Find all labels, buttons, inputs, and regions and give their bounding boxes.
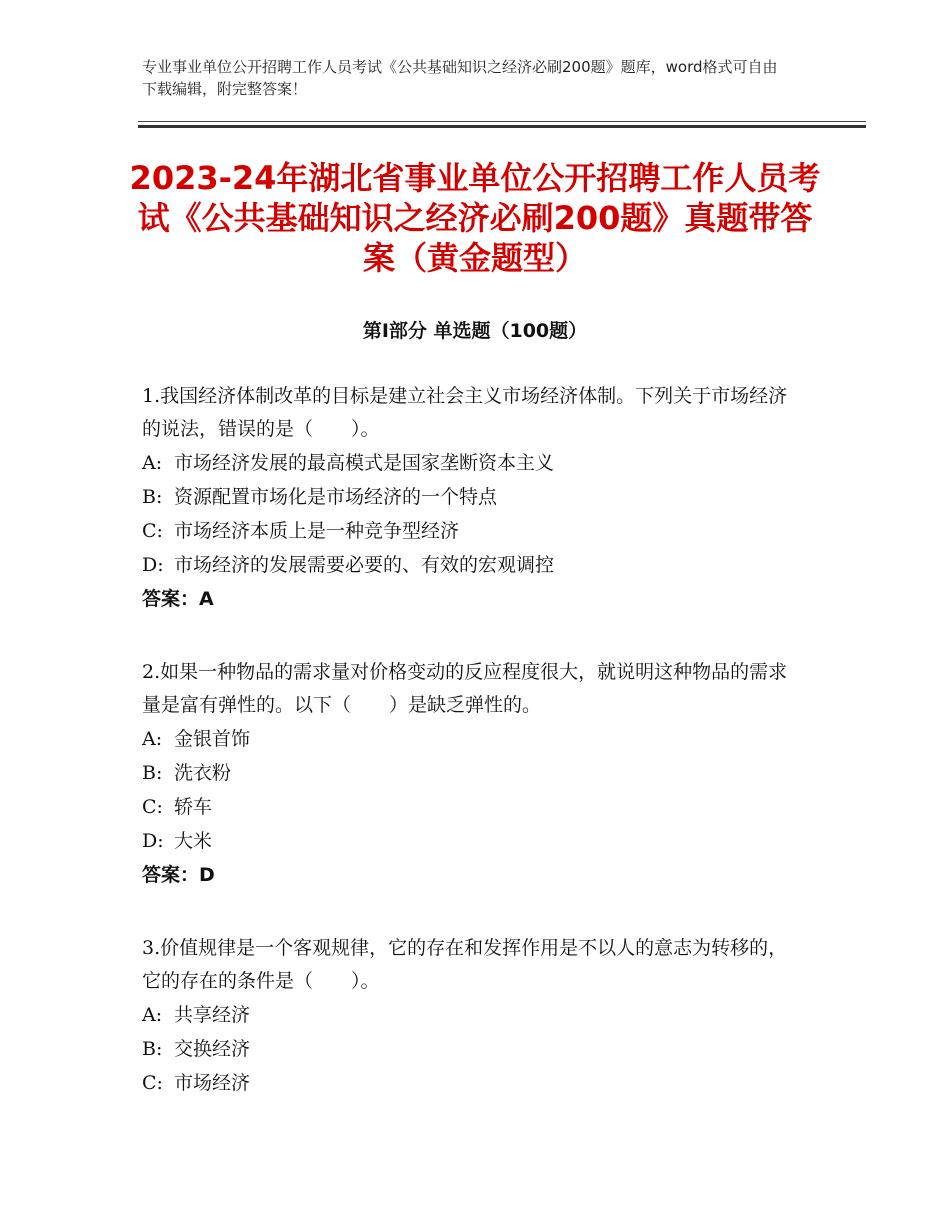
- option-letter: D:: [142, 554, 164, 576]
- option-a: [142, 446, 802, 480]
- question-list: [142, 380, 802, 1140]
- answer-line: 答案：A: [142, 588, 214, 610]
- document-title: 2023-24年湖北省事业单位公开招聘工作人员考试《公共基础知识之经济必刷200题》真题带答案（黄金题型）: [129, 159, 821, 277]
- option-text: 轿车: [174, 796, 213, 818]
- header-rule-thin: [138, 121, 866, 122]
- option-a: [142, 722, 802, 756]
- option-d: [142, 548, 802, 582]
- option-text: 市场经济本质上是一种竞争型经济: [174, 520, 460, 542]
- option-text: 共享经济: [174, 1004, 251, 1026]
- option-text: 市场经济的发展需要必要的、有效的宏观调控: [174, 554, 555, 576]
- option-text: 洗衣粉: [174, 762, 232, 784]
- question-3: [142, 932, 802, 1100]
- option-c: [142, 790, 802, 824]
- question-2: [142, 656, 802, 892]
- option-letter: C:: [142, 1072, 163, 1094]
- option-letter: A:: [142, 452, 163, 474]
- option-letter: A:: [142, 1004, 163, 1026]
- option-b: [142, 756, 802, 790]
- option-letter: B:: [142, 1038, 163, 1060]
- option-c: [142, 1066, 802, 1100]
- answer-line: 答案：D: [142, 864, 215, 886]
- section-title: 第Ⅰ部分 单选题（100题）: [362, 320, 588, 342]
- option-text: 资源配置市场化是市场经济的一个特点: [174, 486, 498, 508]
- question-stem: 3.价值规律是一个客观规律，它的存在和发挥作用是不以人的意志为转移的，它的存在的条件是（ ）。: [142, 937, 788, 992]
- question-stem: 2.如果一种物品的需求量对价格变动的反应程度很大，就说明这种物品的需求量是富有弹性的。以下（ ）是缺乏弹性的。: [142, 661, 788, 716]
- question-1: [142, 380, 802, 616]
- option-letter: B:: [142, 486, 163, 508]
- header-rule-thick: [138, 125, 866, 128]
- option-letter: A:: [142, 728, 163, 750]
- option-b: [142, 480, 802, 514]
- option-letter: C:: [142, 796, 163, 818]
- question-stem: 1.我国经济体制改革的目标是建立社会主义市场经济体制。下列关于市场经济的说法，错误的是（ ）。: [142, 385, 788, 440]
- option-letter: B:: [142, 762, 163, 784]
- option-text: 交换经济: [174, 1038, 251, 1060]
- option-letter: D:: [142, 830, 164, 852]
- option-letter: C:: [142, 520, 163, 542]
- header-note: 专业事业单位公开招聘工作人员考试《公共基础知识之经济必刷200题》题库，word格式可自由下载编辑，附完整答案！: [142, 58, 778, 98]
- option-text: 市场经济: [174, 1072, 251, 1094]
- option-text: 金银首饰: [174, 728, 251, 750]
- option-d: [142, 824, 802, 858]
- option-text: 市场经济发展的最高模式是国家垄断资本主义: [174, 452, 555, 474]
- option-a: [142, 998, 802, 1032]
- option-b: [142, 1032, 802, 1066]
- option-text: 大米: [174, 830, 213, 852]
- option-c: [142, 514, 802, 548]
